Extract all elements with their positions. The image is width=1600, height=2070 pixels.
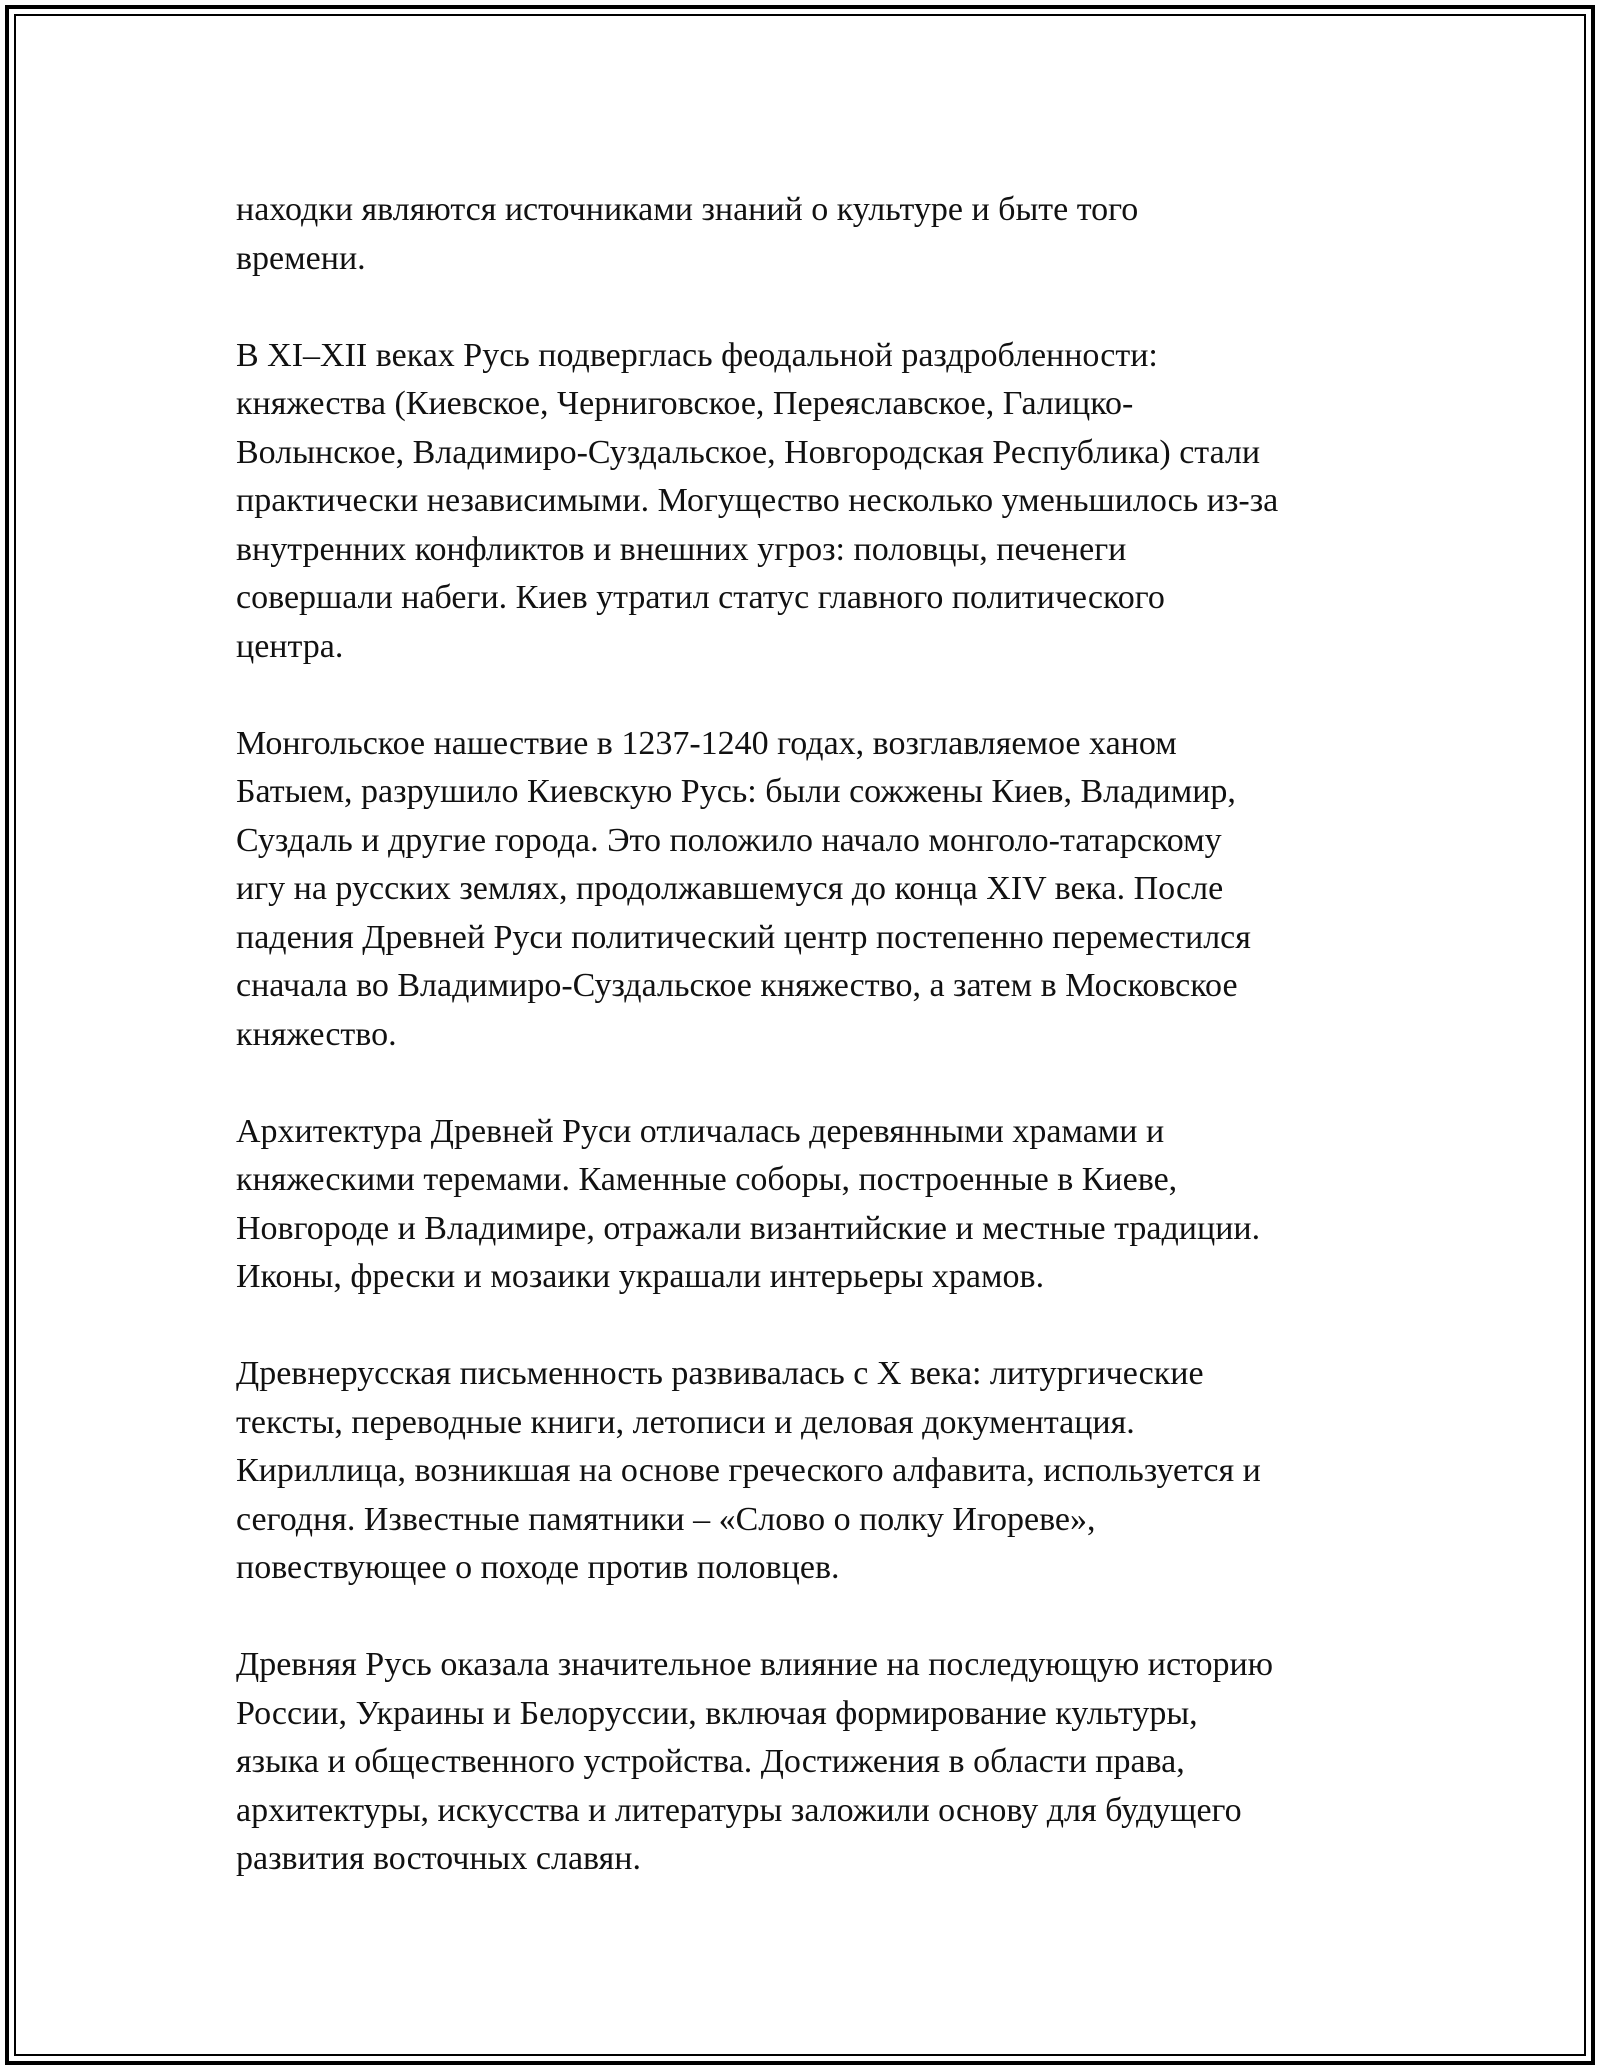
text-line: Новгороде и Владимире, отражали византийские и местные традиции. xyxy=(236,1209,1261,1247)
text-line: Иконы, фрески и мозаики украшали интерьеры храмов. xyxy=(236,1258,1045,1295)
text-line: Древняя Русь оказала значительное влияние на последующую историю xyxy=(236,1646,1274,1683)
paragraph-writing xyxy=(236,1350,1426,1593)
paragraph-finds-continuation xyxy=(236,186,1426,283)
text-line: княжество. xyxy=(236,1015,397,1053)
text-line: повествующее о походе против половцев. xyxy=(236,1549,840,1586)
text-line: Волынское, Владимиро-Суздальское, Новгородская Республика) стали xyxy=(236,433,1261,471)
text-line: Древнерусская письменность развивалась с X века: литургические xyxy=(236,1355,1204,1392)
text-line: Суздаль и другие города. Это положило начало монголо-татарскому xyxy=(236,821,1222,859)
text-line: архитектуры, искусства и литературы заложили основу для будущего xyxy=(236,1791,1242,1829)
text-line: Архитектура Древней Руси отличалась деревянными храмами и xyxy=(236,1112,1165,1150)
paragraph-architecture xyxy=(236,1108,1426,1302)
text-line: центра. xyxy=(236,627,344,665)
text-line: сегодня. Известные памятники – «Слово о полку Игореве», xyxy=(236,1500,1096,1538)
text-line: России, Украины и Белоруссии, включая формирование культуры, xyxy=(236,1694,1198,1732)
paragraph-mongol-invasion xyxy=(236,720,1426,1060)
text-line: падения Древней Руси политический центр постепенно переместился xyxy=(236,918,1251,956)
text-line: развития восточных славян. xyxy=(236,1840,641,1877)
paragraph-legacy xyxy=(236,1641,1426,1884)
text-line: совершали набеги. Киев утратил статус главного политического xyxy=(236,579,1165,616)
text-line: времени. xyxy=(236,239,366,277)
text-line: игу на русских землях, продолжавшемуся до конца XIV века. После xyxy=(236,870,1224,907)
text-line: Кириллица, возникшая на основе греческого алфавита, используется и xyxy=(236,1452,1261,1489)
text-line: практически независимыми. Могущество несколько уменьшилось из-за xyxy=(236,482,1279,519)
text-line: Монгольское нашествие в 1237-1240 годах, возглавляемое ханом xyxy=(236,724,1177,762)
text-line: княжескими теремами. Каменные соборы, построенные в Киеве, xyxy=(236,1161,1178,1198)
text-line: внутренних конфликтов и внешних угроз: половцы, печенеги xyxy=(236,530,1127,568)
document-body xyxy=(236,186,1426,1932)
text-line: княжества (Киевское, Черниговское, Переяславское, Галицко- xyxy=(236,385,1134,422)
text-line: сначала во Владимиро-Суздальское княжество, а затем в Московское xyxy=(236,967,1238,1004)
text-line: тексты, переводные книги, летописи и деловая документация. xyxy=(236,1403,1135,1441)
paragraph-feudal-fragmentation xyxy=(236,332,1426,672)
text-line: Батыем, разрушило Киевскую Русь: были сожжены Киев, Владимир, xyxy=(236,773,1236,810)
text-line: языка и общественного устройства. Достижения в области права, xyxy=(236,1743,1185,1780)
text-line: В XI–XII веках Русь подверглась феодальной раздробленности: xyxy=(236,336,1158,374)
text-line: находки являются источниками знаний о культуре и быте того xyxy=(236,191,1139,228)
